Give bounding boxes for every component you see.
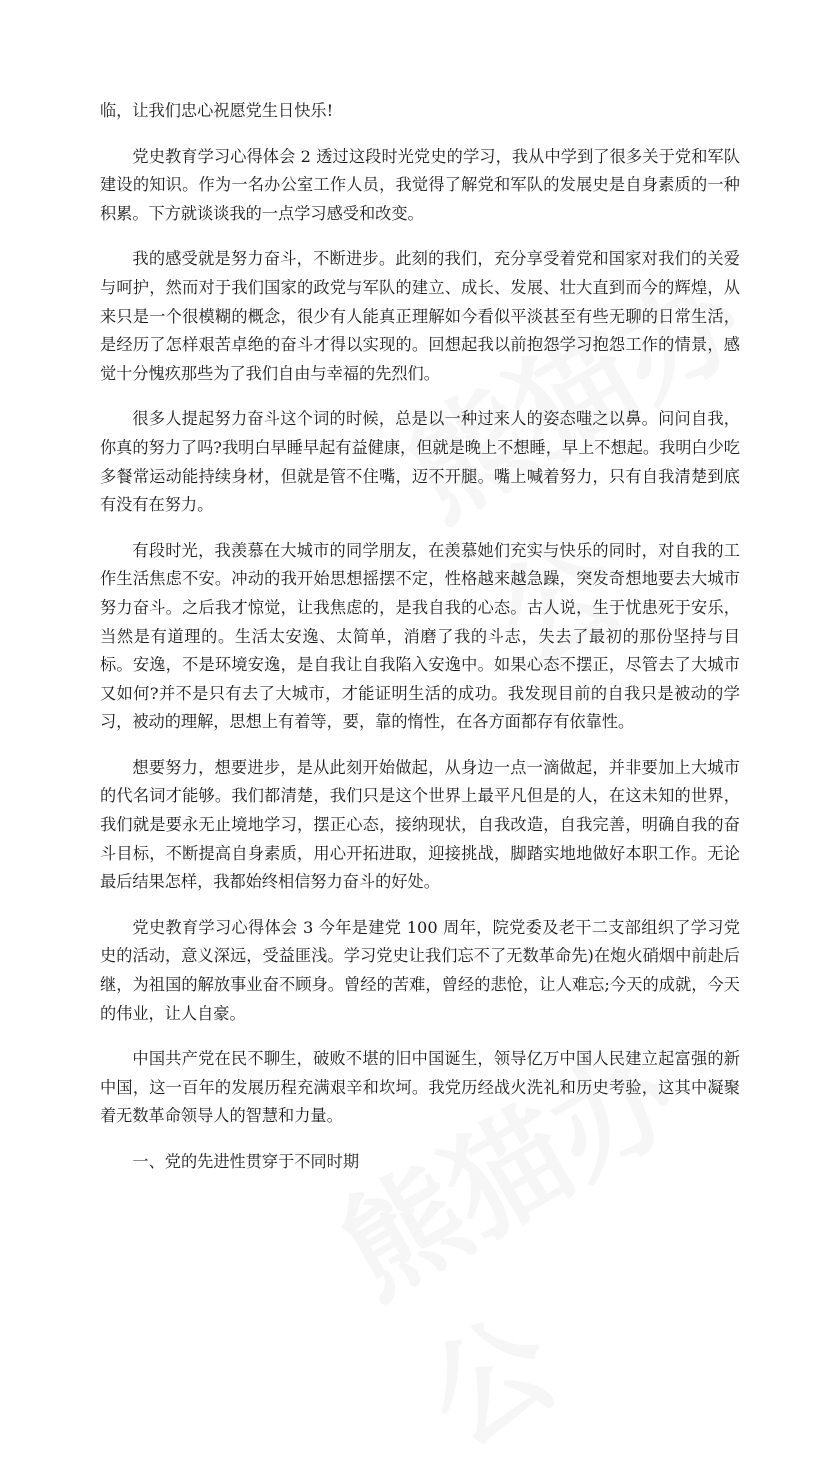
paragraph: 我的感受就是努力奋斗，不断进步。此刻的我们，充分享受着党和国家对我们的关爱与呵护，然而对于我们国家的政党与军队的建立、成长、发展、壮大直到而今的辉煌，从来只是一个很模糊的概念，很少有人能真正理解如今看似平淡甚至有些无聊的日常生活，是经历了怎样艰苦卓绝的奋斗才得以实现的。回想起我以前抱怨学习抱怨工作的情景，感觉十分愧疚那些为了我们自由与幸福的先烈们。 [100, 249, 740, 383]
document-body [100, 97, 740, 1194]
paragraph: 党史教育学习心得体会 2 透过这段时光党史的学习，我从中学到了很多关于党和军队建设的知识。作为一名办公室工作人员，我觉得了解党和军队的发展史是自身素质的一种积累。下方就谈谈我的一点学习感受和改变。 [100, 146, 740, 223]
paragraph: 党史教育学习心得体会 3 今年是建党 100 周年，院党委及老干二支部组织了学习党史的活动，意义深远，受益匪浅。学习党史让我们忘不了无数革命先)在炮火硝烟中前赴后继，为祖国的解放事业奋不顾身。曾经的苦难，曾经的悲怆，让人难忘;今天的成就，今天的伟业，让人自豪。 [100, 917, 740, 1023]
paragraph: 想要努力，想要进步，是从此刻开始做起，从身边一点一滴做起，并非要加上大城市的代名词才能够。我们都清楚，我们只是这个世界上最平凡但是的人，在这未知的世界，我们就是要永无止境地学习，摆正心态，接纳现状，自我改造，自我完善，明确自我的奋斗目标，不断提高自身素质，用心开拓进取，迎接挑战，脚踏实地地做好本职工作。无论最后结果怎样，我都始终相信努力奋斗的好处。 [100, 757, 740, 892]
section-heading: 一、党的先进性贯穿于不同时期 [132, 1152, 360, 1171]
paragraph-continuation: 临，让我们忠心祝愿党生日快乐! [100, 101, 334, 120]
paragraph: 有段时光，我羡慕在大城市的同学朋友，在羡慕她们充实与快乐的同时，对自我的工作生活焦虑不安。冲动的我开始思想摇摆不定，性格越来越急躁，突发奇想地要去大城市努力奋斗。之后我才惊觉，让我焦虑的，是我自我的心态。古人说，生于忧患死于安乐，当然是有道理的。生活太安逸、太简单，消磨了我的斗志，失去了最初的那份坚持与目标。安逸，不是环境安逸，是自我让自我陷入安逸中。如果心态不摆正，尽管去了大城市又如何?并不是只有去了大城市，才能证明生活的成功。我发现目前的自我只是被动的学习，被动的理解，思想上有着等，要，靠的惰性，在各方面都存有依靠性。 [100, 540, 740, 732]
paragraph: 很多人提起努力奋斗这个词的时候，总是以一种过来人的姿态嗤之以鼻。问问自我，你真的努力了吗?我明白早睡早起有益健康，但就是晚上不想睡，早上不想起。我明白少吃多餐常运动能持续身材，但就是管不住嘴，迈不开腿。嘴上喊着努力，只有自我清楚到底有没有在努力。 [100, 409, 740, 515]
paragraph: 中国共产党在民不聊生，破败不堪的旧中国诞生，领导亿万中国人民建立起富强的新中国，这一百年的发展历程充满艰辛和坎坷。我党历经战火洗礼和历史考验，这其中凝聚着无数革命领导人的智慧和力量。 [100, 1049, 740, 1126]
